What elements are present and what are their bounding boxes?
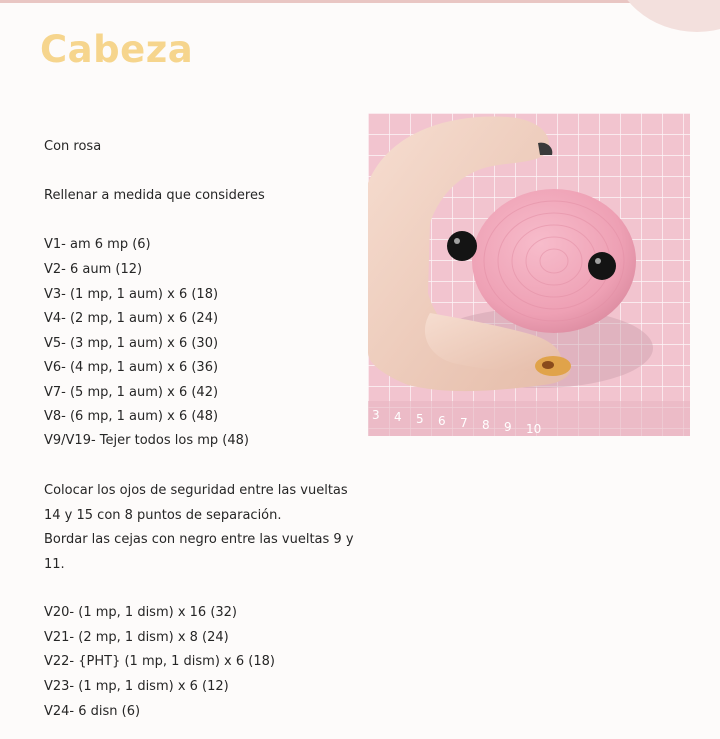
top-rule xyxy=(0,0,720,3)
right-eye xyxy=(588,252,616,280)
right-eye-shine xyxy=(595,258,601,264)
ruler-number: 8 xyxy=(482,418,490,432)
round-line: V6- (4 mp, 1 aum) x 6 (36) xyxy=(44,360,219,375)
corner-decoration xyxy=(612,0,720,32)
amigurumi-head-photo xyxy=(368,113,690,436)
pattern-line: Con rosa xyxy=(44,139,102,154)
round-line: V23- (1 mp, 1 dism) x 6 (12) xyxy=(44,679,229,694)
round-line: V8- (6 mp, 1 aum) x 6 (48) xyxy=(44,409,219,424)
instruction-line: 11. xyxy=(44,557,65,572)
round-line: V2- 6 aum (12) xyxy=(44,262,143,277)
round-line: V1- am 6 mp (6) xyxy=(44,237,151,252)
ruler-number: 10 xyxy=(526,422,542,436)
round-line: V22- {PHT} (1 mp, 1 dism) x 6 (18) xyxy=(44,654,275,669)
ruler-number: 5 xyxy=(416,412,424,426)
ruler-number: 3 xyxy=(372,408,380,422)
left-eye-shine xyxy=(454,238,460,244)
round-line: V4- (2 mp, 1 aum) x 6 (24) xyxy=(44,311,219,326)
nail-detail xyxy=(542,361,554,369)
round-line: V24- 6 disn (6) xyxy=(44,704,141,719)
photo-illustration xyxy=(368,113,690,436)
ruler-number: 6 xyxy=(438,414,446,428)
ruler-number: 7 xyxy=(460,416,468,430)
pattern-line: Rellenar a medida que consideres xyxy=(44,188,265,203)
instruction-line: 14 y 15 con 8 puntos de separación. xyxy=(44,508,282,523)
ruler-number: 9 xyxy=(504,420,512,434)
round-line: V5- (3 mp, 1 aum) x 6 (30) xyxy=(44,336,219,351)
instruction-line: Bordar las cejas con negro entre las vueltas 9 y xyxy=(44,532,354,547)
round-line: V21- (2 mp, 1 dism) x 8 (24) xyxy=(44,630,229,645)
round-line: V7- (5 mp, 1 aum) x 6 (42) xyxy=(44,385,219,400)
round-line: V20- (1 mp, 1 dism) x 16 (32) xyxy=(44,605,238,620)
instruction-line: Colocar los ojos de seguridad entre las vueltas xyxy=(44,483,348,498)
left-eye xyxy=(447,231,477,261)
round-line: V3- (1 mp, 1 aum) x 6 (18) xyxy=(44,287,219,302)
round-line: V9/V19- Tejer todos los mp (48) xyxy=(44,433,249,448)
page-title: Cabeza xyxy=(40,28,194,71)
ruler-number: 4 xyxy=(394,410,402,424)
